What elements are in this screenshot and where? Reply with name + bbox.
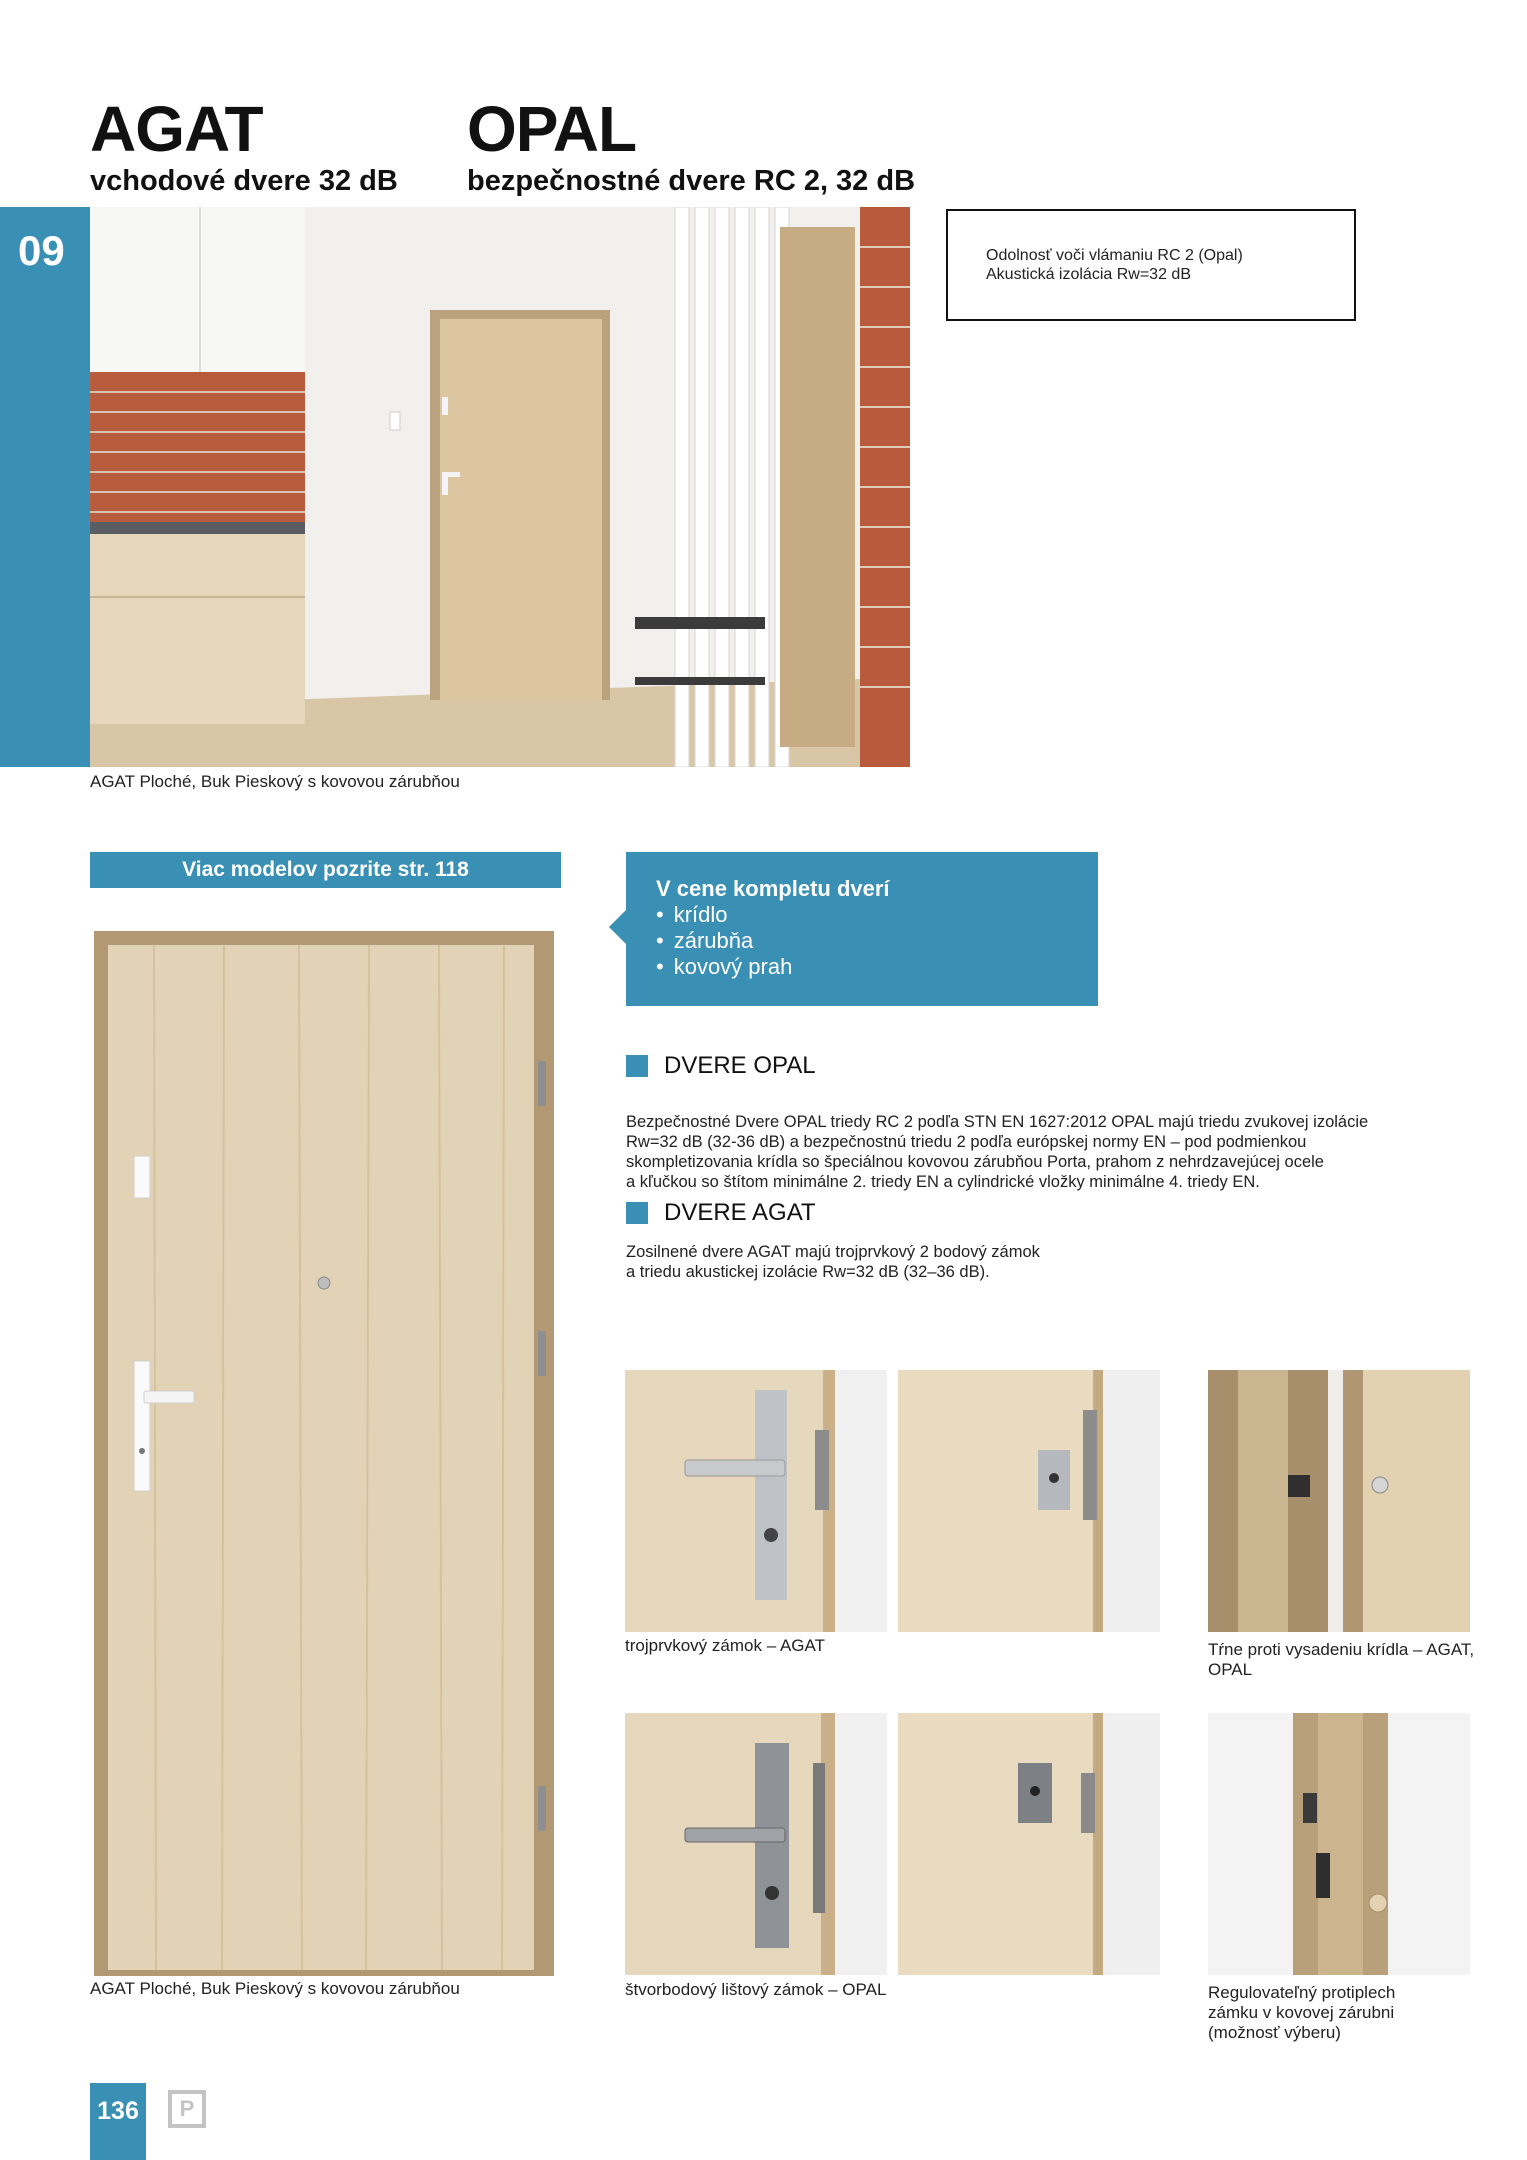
detail-photo-agat-back [898,1370,1160,1632]
caption-line: zámku v kovovej zárubni [1208,2003,1395,2022]
chapter-number: 09 [18,227,65,274]
agat-subtitle: vchodové dvere 32 dB [90,165,398,197]
section-heading-agat [626,1199,816,1227]
section-heading-opal [626,1052,816,1080]
opal-subtitle: bezpečnostné dvere RC 2, 32 dB [467,165,916,197]
detail-caption-opal-lock: štvorbodový lištový zámok – OPAL [625,1980,887,1999]
caption-line: Tŕne proti vysadeniu krídla – AGAT, [1208,1640,1475,1659]
detail-photo-opal-back [898,1713,1160,1975]
price-item: • zárubňa [656,928,1098,954]
price-title: V cene kompletu dverí [656,876,890,901]
text-line: a kľučkou so štítom minimálne 2. triedy EN a cylindrické vložky minimálne 4. triedy EN. [626,1173,1260,1191]
detail-caption-strike [1208,1983,1395,2043]
door-product-image [94,931,554,1976]
section-marker [626,1055,648,1077]
interior-photo [90,207,910,767]
text-line: Rw=32 dB (32-36 dB) a bezpečnostnú triedu 2 podľa európskej normy EN – pod podmienkou [626,1133,1307,1151]
detail-photo-opal-handle [625,1713,887,1975]
caption-line: Regulovateľný protiplech [1208,1983,1396,2002]
callout-pointer [609,910,626,944]
chapter-tab [0,207,90,767]
agat-description [626,1242,1226,1282]
detail-caption-agat-lock: trojprvkový zámok – AGAT [625,1636,825,1655]
section-heading-text: DVERE OPAL [664,1052,816,1079]
spec-box [946,209,1356,321]
price-includes-box [626,852,1098,1006]
text-line: Zosilnené dvere AGAT majú trojprvkový 2 bodový zámok [626,1243,1040,1261]
text-line: Bezpečnostné Dvere OPAL triedy RC 2 podľa STN EN 1627:2012 OPAL majú triedu zvukovej izolácie [626,1113,1369,1131]
price-item: • krídlo [656,902,1098,928]
caption-line: OPAL [1208,1660,1253,1679]
text-line: skompletizovania krídla so špeciálnou kovovou zárubňou Porta, prahom z nehrdzavejúcej ocele [626,1153,1324,1171]
spec-line: Akustická izolácia Rw=32 dB [986,266,1191,283]
interior-illustration [90,207,910,767]
detail-photo-agat-handle [625,1370,887,1632]
section-heading-text: DVERE AGAT [664,1199,816,1226]
door-caption: AGAT Ploché, Buk Pieskový s kovovou zárubňou [90,1979,460,1998]
porta-logo-icon: P [168,2090,206,2128]
spec-line: Odolnosť voči vlámaniu RC 2 (Opal) [986,247,1243,264]
agat-title: AGAT [90,93,263,165]
section-marker [626,1202,648,1224]
interior-caption: AGAT Ploché, Buk Pieskový s kovovou zárubňou [90,772,460,791]
caption-line: (možnosť výberu) [1208,2023,1341,2042]
door-illustration [94,931,554,1976]
detail-caption-bolts [1208,1640,1474,1680]
more-models-banner: Viac modelov pozrite str. 118 [90,852,561,888]
text-line: a triedu akustickej izolácie Rw=32 dB (32–36 dB). [626,1263,990,1281]
detail-photo-antilift-bolts [1208,1370,1470,1632]
opal-title: OPAL [467,93,637,165]
price-item: • kovový prah [656,954,1098,980]
opal-description [626,1112,1386,1192]
page-number: 136 [90,2083,146,2160]
detail-photo-strike-plate [1208,1713,1470,1975]
